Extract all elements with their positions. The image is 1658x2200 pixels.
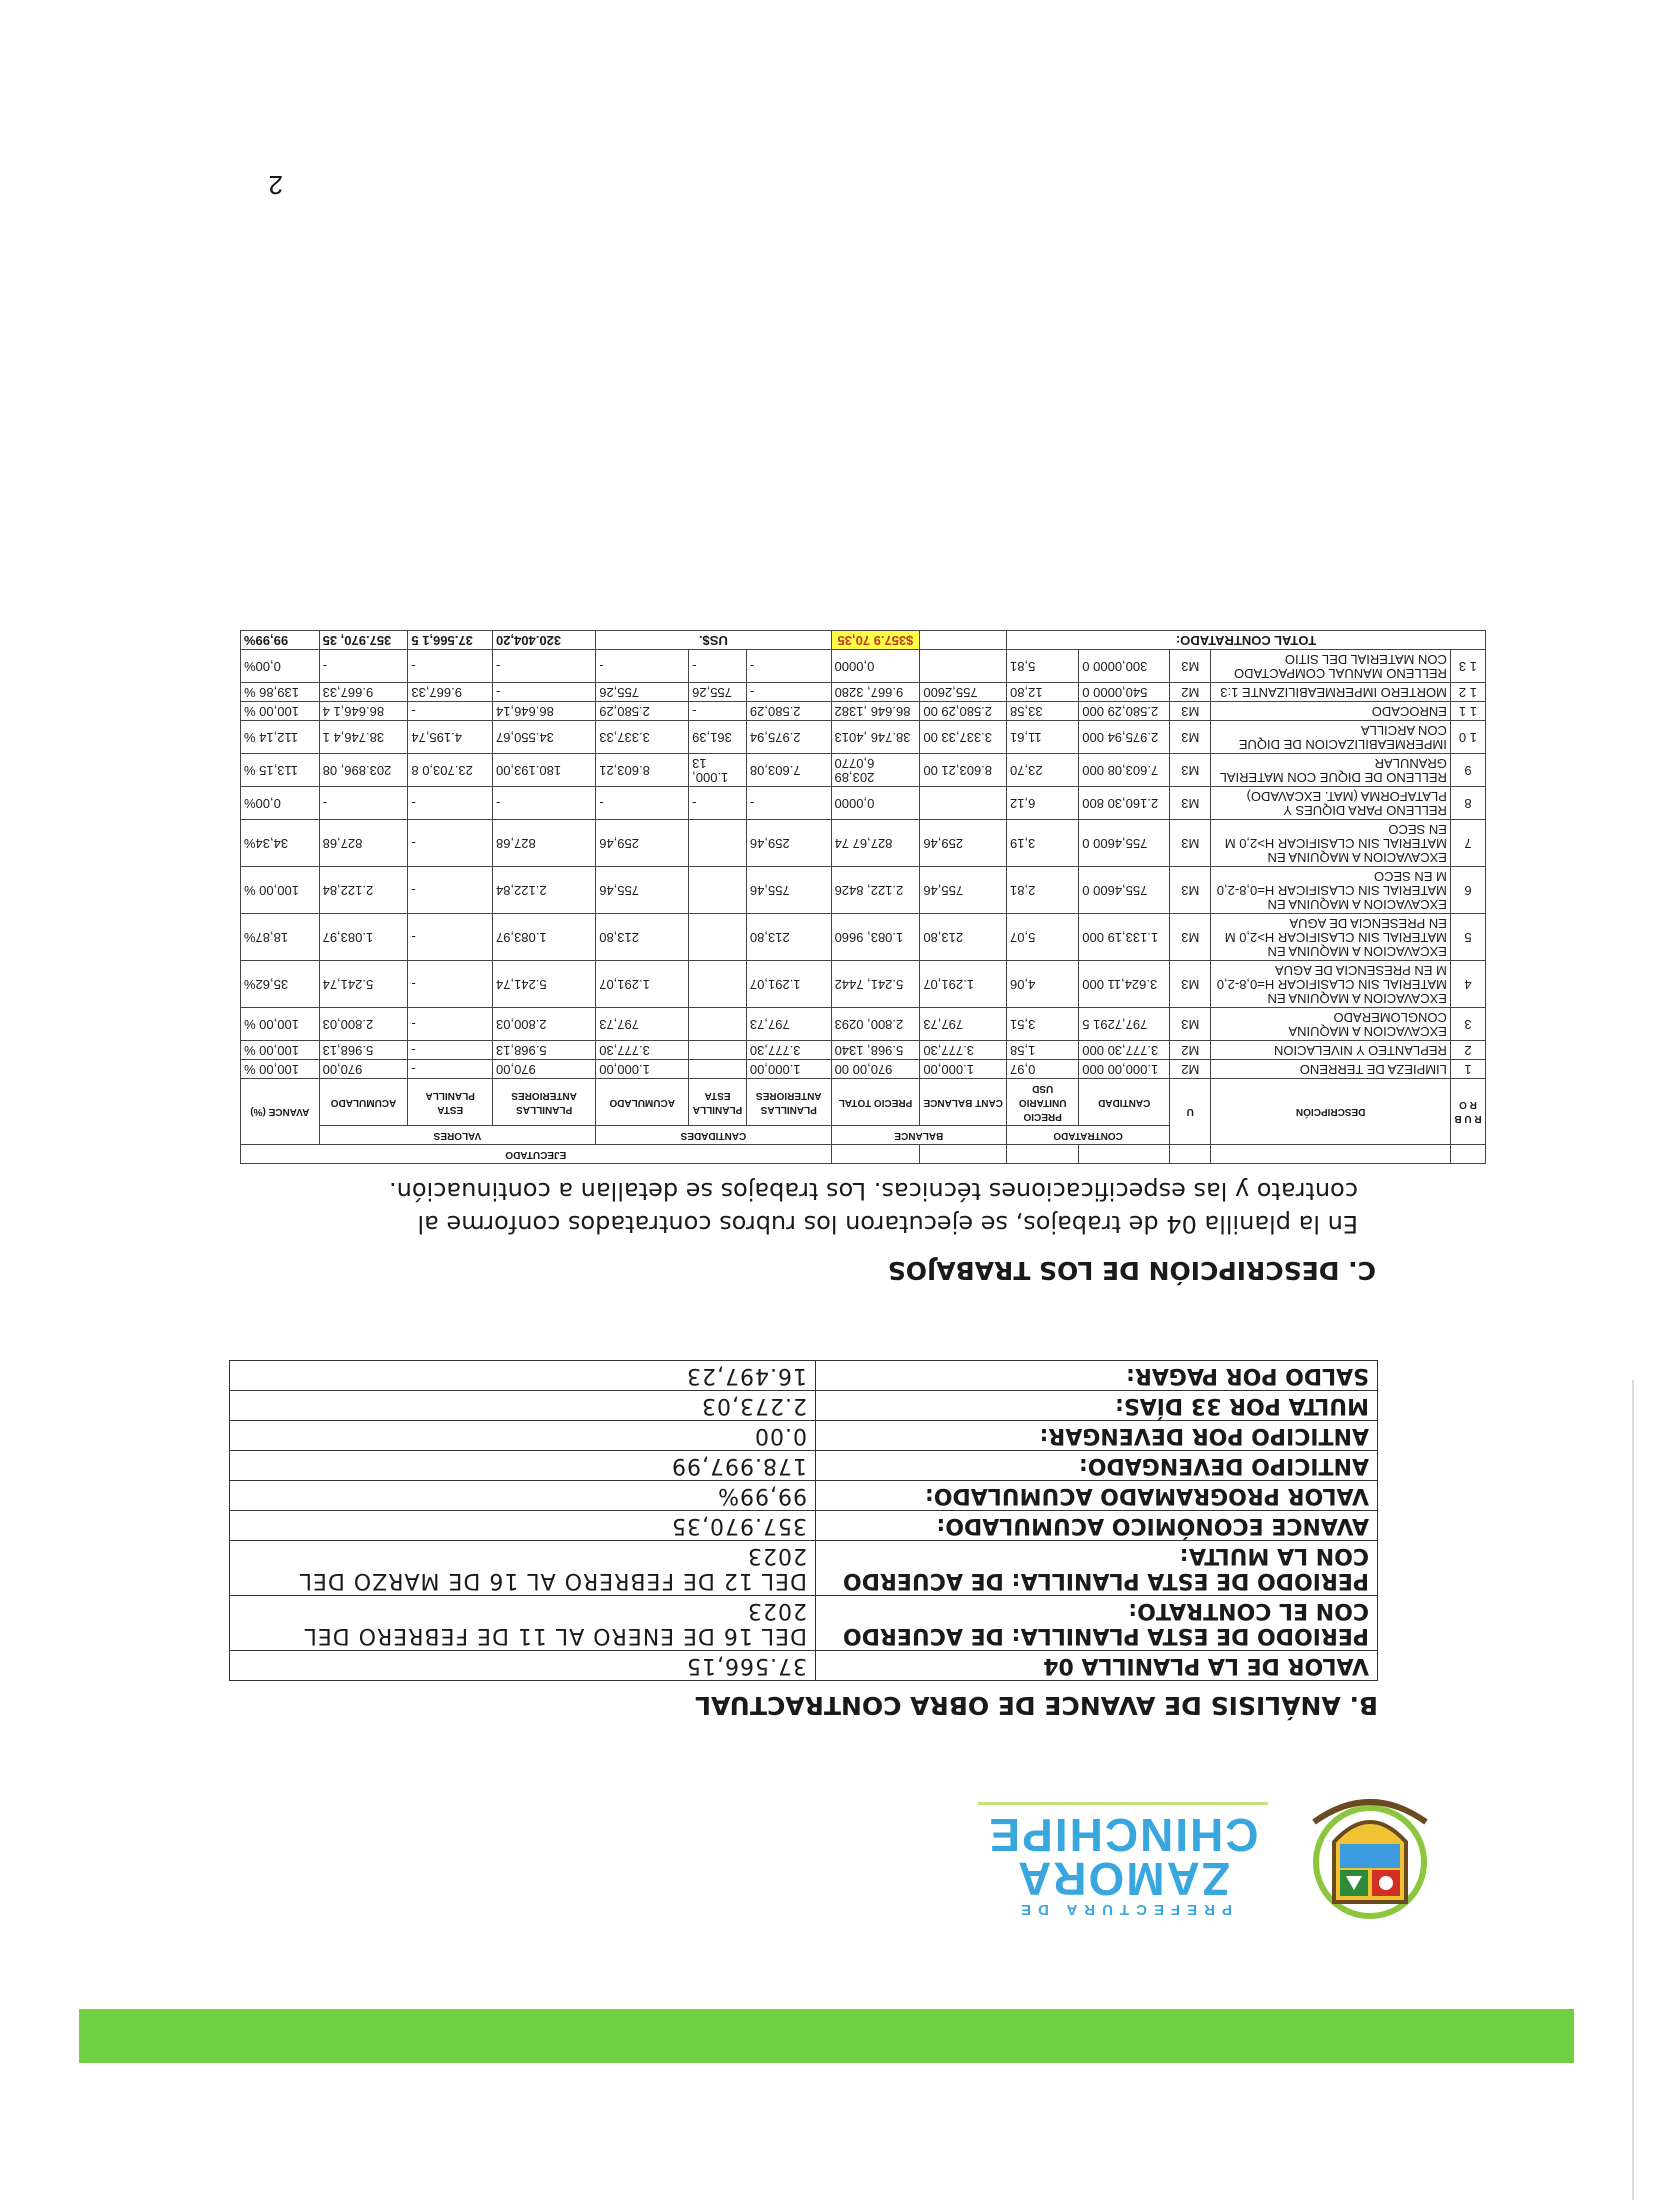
summary-row xyxy=(230,1451,1378,1481)
cell-cant-balance: 755,2600 xyxy=(920,683,1007,702)
cell-cant-balance: 797,73 xyxy=(920,1008,1007,1041)
summary-row xyxy=(230,1651,1378,1681)
cell-val-anteriores: 970,00 xyxy=(493,1060,596,1079)
header-rubro: R U B R O xyxy=(1450,1079,1485,1145)
cell-cant-esta: - xyxy=(689,702,747,721)
summary-value: 37.566,15 xyxy=(230,1651,816,1681)
summary-label: PERIODO DE ESTA PLANILLA: DE ACUERDO CON EL CONTRATO: xyxy=(816,1596,1378,1651)
header-val-acumulado: ACUMULADO xyxy=(319,1079,408,1126)
blank-header xyxy=(1007,1145,1079,1164)
cell-cant-esta: 755,26 xyxy=(689,683,747,702)
total-accumulated: 357.970, 35 xyxy=(319,631,408,650)
blank-header xyxy=(1450,1145,1485,1164)
cell-cant-acumulado: 259,46 xyxy=(596,820,689,867)
cell-cant-anteriores: 3.777,30 xyxy=(746,1041,831,1060)
cell-cant-anteriores: 7.603,08 xyxy=(746,754,831,787)
cell-precio-unitario: 12,80 xyxy=(1007,683,1079,702)
total-label: TOTAL CONTRATADO: xyxy=(1007,631,1486,650)
cell-rubro: 6 xyxy=(1450,867,1485,914)
header-cant-acumulado: ACUMULADO xyxy=(596,1079,689,1126)
cell-cantidad: 2.975,94 000 xyxy=(1079,721,1170,754)
cell-avance: 112,14 % xyxy=(241,721,320,754)
cell-precio-unitario: 2,81 xyxy=(1007,867,1079,914)
table-row xyxy=(241,914,1486,961)
cell-cant-anteriores: - xyxy=(746,683,831,702)
total-this: 37.566,1 5 xyxy=(408,631,493,650)
cell-rubro: 1 0 xyxy=(1450,721,1485,754)
cell-unidad: M3 xyxy=(1170,787,1211,820)
cell-avance: 139,86 % xyxy=(241,683,320,702)
cell-cantidad: 797,7291 5 xyxy=(1079,1008,1170,1041)
header-ejecutado: EJECUTADO xyxy=(241,1145,832,1164)
cell-val-acumulado: 5.241,74 xyxy=(319,961,408,1008)
blank-header xyxy=(1211,1145,1450,1164)
blank-header xyxy=(920,1145,1007,1164)
total-advance: 99,99% xyxy=(241,631,320,650)
cell-cant-balance: 259,46 xyxy=(920,820,1007,867)
cell-precio-unitario: 23,70 xyxy=(1007,754,1079,787)
header-precio-total: PRECIO TOTAL xyxy=(831,1079,920,1126)
cell-avance: 34,34% xyxy=(241,820,320,867)
blank-header xyxy=(1079,1145,1170,1164)
cell-avance: 100,00 % xyxy=(241,867,320,914)
summary-label: VALOR DE LA PLANILLA 04 xyxy=(816,1651,1378,1681)
scan-edge-line xyxy=(1632,1380,1634,2200)
cell-cant-acumulado: 1.000,00 xyxy=(596,1060,689,1079)
cell-cant-anteriores: 2.580,29 xyxy=(746,702,831,721)
cell-val-acumulado: 2.122,84 xyxy=(319,867,408,914)
cell-precio-total: 2.122, 8426 xyxy=(831,867,920,914)
summary-value: 2.273,03 xyxy=(230,1391,816,1421)
cell-unidad: M2 xyxy=(1170,1041,1211,1060)
table-row xyxy=(241,1041,1486,1060)
cell-precio-unitario: 3,19 xyxy=(1007,820,1079,867)
cell-unidad: M3 xyxy=(1170,721,1211,754)
summary-value: DEL 16 DE ENERO AL 11 DE FEBRERO DEL 2023 xyxy=(230,1596,816,1651)
cell-rubro: 4 xyxy=(1450,961,1485,1008)
cell-val-anteriores: 827,68 xyxy=(493,820,596,867)
cell-val-anteriores: 86.646,14 xyxy=(493,702,596,721)
brand-line-1: ZAMORA xyxy=(1016,1853,1230,1905)
brand-underline xyxy=(978,1802,1268,1805)
brand-small-text: PREFECTURA DE xyxy=(1014,1901,1232,1918)
cell-val-anteriores: - xyxy=(493,787,596,820)
table-row xyxy=(241,961,1486,1008)
total-currency: US$. xyxy=(596,631,831,650)
cell-cant-acumulado: 2.580,29 xyxy=(596,702,689,721)
cell-precio-unitario: 1,58 xyxy=(1007,1041,1079,1060)
cell-cantidad: 300,0000 0 xyxy=(1079,650,1170,683)
cell-cant-esta xyxy=(689,1041,747,1060)
table-row xyxy=(241,867,1486,914)
cell-rubro: 1 2 xyxy=(1450,683,1485,702)
cell-val-anteriores: 1.083,97 xyxy=(493,914,596,961)
table-row xyxy=(241,702,1486,721)
summary-label: VALOR PROGRAMADO ACUMULADO: xyxy=(816,1481,1378,1511)
cell-precio-total: 970,00 00 xyxy=(831,1060,920,1079)
cell-unidad: M3 xyxy=(1170,867,1211,914)
header-cant-balance: CANT BALANCE xyxy=(920,1079,1007,1126)
cell-cantidad: 3.777,30 000 xyxy=(1079,1041,1170,1060)
summary-value: 16.497,23 xyxy=(230,1361,816,1391)
summary-label: ANTICIPO DEVENGADO: xyxy=(816,1451,1378,1481)
summary-label: SALDO POR PAGAR: xyxy=(816,1361,1378,1391)
cell-val-esta: - xyxy=(408,650,493,683)
cell-cant-acumulado: - xyxy=(596,650,689,683)
cell-cantidad: 1.133,19 000 xyxy=(1079,914,1170,961)
blank-header xyxy=(831,1145,920,1164)
cell-cantidad: 755,4600 0 xyxy=(1079,820,1170,867)
cell-cant-esta xyxy=(689,914,747,961)
summary-value: 178.997,99 xyxy=(230,1451,816,1481)
cell-cantidad: 755,4600 0 xyxy=(1079,867,1170,914)
summary-row xyxy=(230,1361,1378,1391)
section-c-intro: En la planilla 04 de trabajos, se ejecutaron los rubros contratados conforme al contrato y las especificaciones técnicas. Los trabajos se detallan a continuación. xyxy=(389,1177,1358,1238)
cell-unidad: M3 xyxy=(1170,650,1211,683)
cell-descripcion: RELLENO PARA DIQUES Y PLATAFORMA (MAT. EXCAVADO) xyxy=(1211,787,1450,820)
header-cant-anteriores: PLANILLAS ANTERIORES xyxy=(746,1079,831,1126)
cell-unidad: M3 xyxy=(1170,1008,1211,1041)
cell-descripcion: IMPERMEABILIZACION DE DIQUE CON ARCILLA xyxy=(1211,721,1450,754)
cell-cant-balance: 3.777,30 xyxy=(920,1041,1007,1060)
cell-precio-total: 38.746 ,4013 xyxy=(831,721,920,754)
cell-descripcion: LIMPIEZA DE TERRENO xyxy=(1211,1060,1450,1079)
summary-row xyxy=(230,1511,1378,1541)
cell-val-acumulado: 827,68 xyxy=(319,820,408,867)
cell-unidad: M3 xyxy=(1170,914,1211,961)
table-row xyxy=(241,1060,1486,1079)
cell-descripcion: MORTERO IMPERMEABILIZANTE 1:3 xyxy=(1211,683,1450,702)
cell-precio-total: 86.646 ,1382 xyxy=(831,702,920,721)
header-valores: VALORES xyxy=(319,1126,596,1145)
total-contract-value: $357.9 70,35 xyxy=(831,631,920,650)
cell-rubro: 9 xyxy=(1450,754,1485,787)
works-table xyxy=(240,630,1486,1164)
brand-line-2: CHINCHIPE xyxy=(987,1809,1259,1861)
summary-row xyxy=(230,1391,1378,1421)
header-green-bar xyxy=(79,2009,1574,2063)
cell-precio-unitario: 5,07 xyxy=(1007,914,1079,961)
summary-label: ANTICIPO POR DEVENGAR: xyxy=(816,1421,1378,1451)
cell-unidad: M3 xyxy=(1170,702,1211,721)
cell-val-acumulado: 5.968,13 xyxy=(319,1041,408,1060)
cell-precio-unitario: 5,81 xyxy=(1007,650,1079,683)
cell-unidad: M2 xyxy=(1170,1060,1211,1079)
cell-val-esta: - xyxy=(408,787,493,820)
cell-cant-esta xyxy=(689,867,747,914)
cell-rubro: 1 1 xyxy=(1450,702,1485,721)
cell-val-acumulado: 970,00 xyxy=(319,1060,408,1079)
table-row xyxy=(241,754,1486,787)
cell-cant-anteriores: 259,46 xyxy=(746,820,831,867)
cell-descripcion: RELLENO MANUAL COMPACTADO CON MATERIAL DEL SITIO xyxy=(1211,650,1450,683)
summary-label: PERIODO DE ESTA PLANILLA: DE ACUERDO CON LA MULTA: xyxy=(816,1541,1378,1596)
cell-precio-total: 2.800, 0293 xyxy=(831,1008,920,1041)
cell-val-acumulado: 203.896, 08 xyxy=(319,754,408,787)
cell-rubro: 3 xyxy=(1450,1008,1485,1041)
cell-precio-unitario: 0,97 xyxy=(1007,1060,1079,1079)
cell-avance: 0,00% xyxy=(241,650,320,683)
cell-cant-acumulado: - xyxy=(596,787,689,820)
cell-rubro: 2 xyxy=(1450,1041,1485,1060)
cell-val-esta: - xyxy=(408,914,493,961)
cell-precio-unitario: 11,61 xyxy=(1007,721,1079,754)
cell-precio-total: 5.968, 1340 xyxy=(831,1041,920,1060)
cell-val-anteriores: - xyxy=(493,683,596,702)
cell-val-anteriores: 2.122,84 xyxy=(493,867,596,914)
cell-precio-total: 203,89 6,0770 xyxy=(831,754,920,787)
cell-cantidad: 2.580,29 000 xyxy=(1079,702,1170,721)
cell-cant-balance: 3.337,33 00 xyxy=(920,721,1007,754)
header-cantidades: CANTIDADES xyxy=(596,1126,831,1145)
cell-cant-esta: - xyxy=(689,650,747,683)
cell-unidad: M3 xyxy=(1170,820,1211,867)
cell-val-acumulado: - xyxy=(319,650,408,683)
cell-val-esta: 9.667,33 xyxy=(408,683,493,702)
header-cant-esta: PLANILLA ESTA xyxy=(689,1079,747,1126)
cell-descripcion: REPLANTEO Y NIVELACION xyxy=(1211,1041,1450,1060)
cell-descripcion: EXCAVACION A MAQUINA CONGLOMERADO xyxy=(1211,1008,1450,1041)
cell-val-esta: - xyxy=(408,1060,493,1079)
cell-cant-anteriores: 2.975,94 xyxy=(746,721,831,754)
cell-cant-anteriores: 755,46 xyxy=(746,867,831,914)
table-row xyxy=(241,1008,1486,1041)
cell-rubro: 5 xyxy=(1450,914,1485,961)
cell-cant-esta: - xyxy=(689,787,747,820)
cell-cant-esta: 1.000, 13 xyxy=(689,754,747,787)
header-precio-unitario: PRECIO UNITARIO USD xyxy=(1007,1079,1079,1126)
summary-row xyxy=(230,1481,1378,1511)
cell-cant-acumulado: 797,73 xyxy=(596,1008,689,1041)
cell-cantidad: 2.160,30 800 xyxy=(1079,787,1170,820)
total-blank xyxy=(920,631,1007,650)
brand-block xyxy=(978,1802,1268,1918)
cell-precio-total: 0,0000 xyxy=(831,650,920,683)
cell-cant-acumulado: 3.337,33 xyxy=(596,721,689,754)
summary-row xyxy=(230,1421,1378,1451)
cell-cant-anteriores: - xyxy=(746,787,831,820)
cell-rubro: 8 xyxy=(1450,787,1485,820)
cell-rubro: 1 xyxy=(1450,1060,1485,1079)
cell-cant-balance: 1.291,07 xyxy=(920,961,1007,1008)
cell-val-esta: - xyxy=(408,820,493,867)
page-number: 2 xyxy=(268,170,283,200)
cell-cant-balance xyxy=(920,650,1007,683)
cell-precio-total: 9.667, 3280 xyxy=(831,683,920,702)
cell-avance: 18,87% xyxy=(241,914,320,961)
cell-val-anteriores: - xyxy=(493,650,596,683)
cell-cant-acumulado: 755,46 xyxy=(596,867,689,914)
table-row xyxy=(241,650,1486,683)
cell-cant-acumulado: 1.291,07 xyxy=(596,961,689,1008)
cell-val-acumulado: 1.083,97 xyxy=(319,914,408,961)
cell-cant-esta xyxy=(689,820,747,867)
summary-value: 357.970,35 xyxy=(230,1511,816,1541)
header-contratado: CONTRATADO xyxy=(1007,1126,1170,1145)
cell-cant-esta xyxy=(689,1008,747,1041)
header-avance: AVANCE (%) xyxy=(241,1079,320,1145)
cell-cant-esta xyxy=(689,961,747,1008)
prefectura-shield-logo-icon xyxy=(1294,1780,1446,1932)
cell-cant-acumulado: 755,26 xyxy=(596,683,689,702)
cell-cant-balance: 1.000,00 xyxy=(920,1060,1007,1079)
cell-precio-total: 0,0000 xyxy=(831,787,920,820)
cell-unidad: M3 xyxy=(1170,961,1211,1008)
cell-rubro: 7 xyxy=(1450,820,1485,867)
cell-precio-unitario: 6,12 xyxy=(1007,787,1079,820)
cell-descripcion: EXCAVACION A MAQUINA EN MATERIAL SIN CLASIFICAR H>2,0 M EN SECO xyxy=(1211,820,1450,867)
cell-precio-unitario: 33,58 xyxy=(1007,702,1079,721)
table-row xyxy=(241,721,1486,754)
header-val-anteriores: PLANILLAS ANTERIORES xyxy=(493,1079,596,1126)
summary-value: DEL 12 DE FEBRERO AL 16 DE MARZO DEL 2023 xyxy=(230,1541,816,1596)
cell-val-esta: - xyxy=(408,867,493,914)
summary-row xyxy=(230,1596,1378,1651)
header-unidad: U xyxy=(1170,1079,1211,1145)
cell-val-anteriores: 34.550,67 xyxy=(493,721,596,754)
cell-cant-balance: 8.603,21 00 xyxy=(920,754,1007,787)
cell-cantidad: 1.000,00 000 xyxy=(1079,1060,1170,1079)
cell-cant-anteriores: - xyxy=(746,650,831,683)
cell-descripcion: EXCAVACION A MAQUINA EN MATERIAL SIN CLASIFICAR H>2,0 M EN PRESENCIA DE AGUA xyxy=(1211,914,1450,961)
cell-val-anteriores: 5.968,13 xyxy=(493,1041,596,1060)
cell-val-anteriores: 5.241,74 xyxy=(493,961,596,1008)
cell-val-esta: 4.195,74 xyxy=(408,721,493,754)
cell-val-esta: - xyxy=(408,961,493,1008)
cell-precio-total: 1.083, 9660 xyxy=(831,914,920,961)
cell-val-esta: - xyxy=(408,1041,493,1060)
cell-val-anteriores: 180.193,00 xyxy=(493,754,596,787)
cell-val-esta: 23.703,0 8 xyxy=(408,754,493,787)
cell-cant-anteriores: 797,73 xyxy=(746,1008,831,1041)
cell-val-acumulado: 2.800,03 xyxy=(319,1008,408,1041)
summary-row xyxy=(230,1541,1378,1596)
table-row xyxy=(241,820,1486,867)
cell-descripcion: RELLENO DE DIQUE CON MATERIAL GRANULAR xyxy=(1211,754,1450,787)
section-b-title: B. ANÁLISIS DE AVANCE DE OBRA CONTRACTUAL xyxy=(695,1691,1378,1720)
cell-val-acumulado: 38.746,4 1 xyxy=(319,721,408,754)
cell-cant-esta xyxy=(689,1060,747,1079)
cell-cant-balance: 2.580,29 00 xyxy=(920,702,1007,721)
blank-header xyxy=(1170,1145,1211,1164)
cell-unidad: M2 xyxy=(1170,683,1211,702)
summary-label: AVANCE ECONÓMICO ACUMULADO: xyxy=(816,1511,1378,1541)
cell-cantidad: 7.603,08 000 xyxy=(1079,754,1170,787)
cell-val-esta: - xyxy=(408,1008,493,1041)
table-row xyxy=(241,683,1486,702)
cell-cant-anteriores: 1.291,07 xyxy=(746,961,831,1008)
cell-descripcion: EXCAVACION A MAQUINA EN MATERIAL SIN CLASIFICAR H=0,8-2,0 M EN SECO xyxy=(1211,867,1450,914)
cell-precio-unitario: 4,06 xyxy=(1007,961,1079,1008)
cell-cant-anteriores: 1.000,00 xyxy=(746,1060,831,1079)
summary-value: 99,99% xyxy=(230,1481,816,1511)
header-balance: BALANCE xyxy=(831,1126,1006,1145)
cell-unidad: M3 xyxy=(1170,754,1211,787)
section-c-title: C. DESCRIPCIÓN DE LOS TRABAJOS xyxy=(887,1256,1376,1285)
cell-avance: 100,00 % xyxy=(241,1008,320,1041)
cell-descripcion: EXCAVACION A MAQUINA EN MATERIAL SIN CLASIFICAR H=0,8-2,0 M EN PRESENCIA DE AGUA xyxy=(1211,961,1450,1008)
cell-cant-balance: 755,46 xyxy=(920,867,1007,914)
cell-rubro: 1 3 xyxy=(1450,650,1485,683)
cell-avance: 100,00 % xyxy=(241,1041,320,1060)
cell-avance: 100,00 % xyxy=(241,702,320,721)
cell-precio-total: 827,67 74 xyxy=(831,820,920,867)
cell-cant-acumulado: 8.603,21 xyxy=(596,754,689,787)
cell-cant-acumulado: 3.777,30 xyxy=(596,1041,689,1060)
cell-cantidad: 540,0000 0 xyxy=(1079,683,1170,702)
total-row xyxy=(241,631,1486,650)
header-val-esta: ESTA PLANILLA xyxy=(408,1079,493,1126)
cell-val-esta: - xyxy=(408,702,493,721)
cell-avance: 35,62% xyxy=(241,961,320,1008)
summary-table xyxy=(229,1360,1378,1681)
cell-precio-total: 5.241, 7442 xyxy=(831,961,920,1008)
cell-cant-anteriores: 213,80 xyxy=(746,914,831,961)
cell-precio-unitario: 3,51 xyxy=(1007,1008,1079,1041)
cell-avance: 0,00% xyxy=(241,787,320,820)
cell-cant-esta: 361,39 xyxy=(689,721,747,754)
header-cantidad: CANTIDAD xyxy=(1079,1079,1170,1126)
cell-avance: 113,15 % xyxy=(241,754,320,787)
cell-avance: 100,00 % xyxy=(241,1060,320,1079)
cell-val-anteriores: 2.800,03 xyxy=(493,1008,596,1041)
cell-cant-balance xyxy=(920,787,1007,820)
cell-cantidad: 3.624,11 000 xyxy=(1079,961,1170,1008)
cell-val-acumulado: 86.646,1 4 xyxy=(319,702,408,721)
summary-value: 0.00 xyxy=(230,1421,816,1451)
header-descripcion: DESCRIPCIÓN xyxy=(1211,1079,1450,1145)
cell-val-acumulado: 9.667,33 xyxy=(319,683,408,702)
cell-cant-balance: 213,80 xyxy=(920,914,1007,961)
summary-label: MULTA POR 33 DÍAS: xyxy=(816,1391,1378,1421)
cell-descripcion: ENROCADO xyxy=(1211,702,1450,721)
total-previous: 320.404,20 xyxy=(493,631,596,650)
cell-cant-acumulado: 213,80 xyxy=(596,914,689,961)
cell-val-acumulado: - xyxy=(319,787,408,820)
table-row xyxy=(241,787,1486,820)
